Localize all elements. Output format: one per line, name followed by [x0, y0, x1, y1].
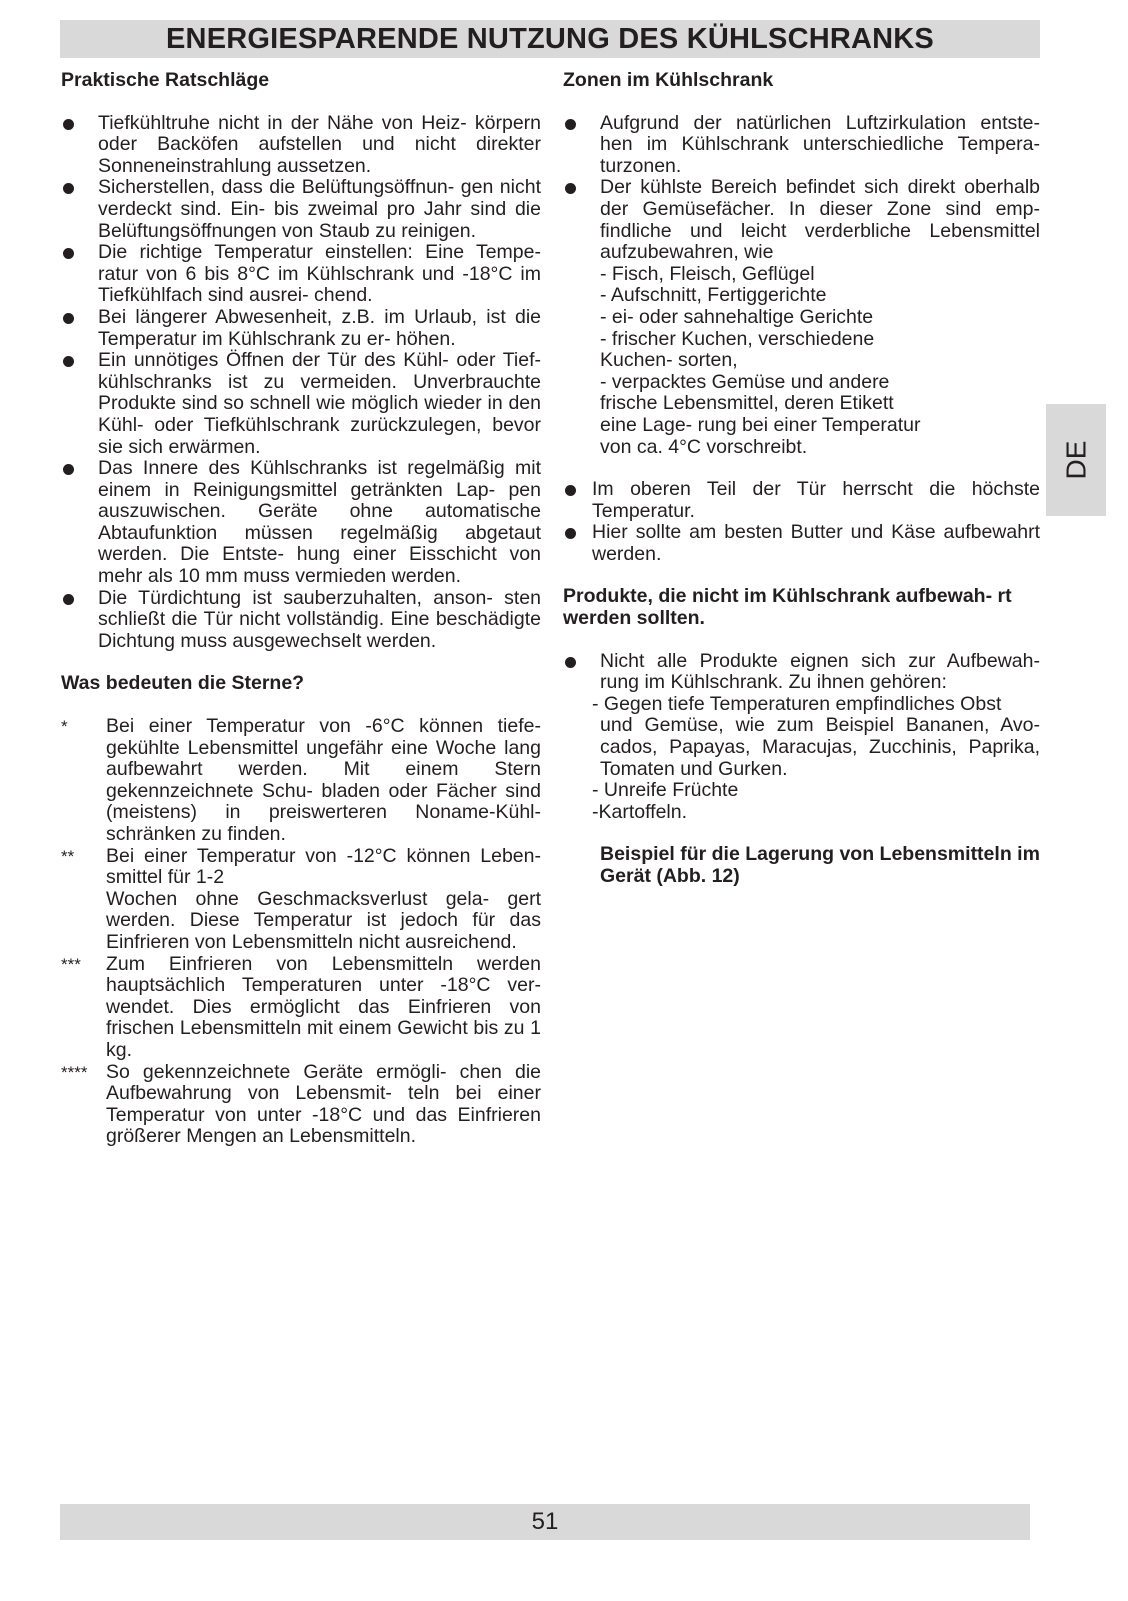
list-item [61, 846, 541, 954]
heading-zones: Zonen im Kühlschrank [563, 69, 774, 91]
language-label: DE [1060, 440, 1091, 480]
door-list [563, 479, 1040, 565]
bullet-icon [565, 657, 576, 668]
tip-text: Sicherstellen, dass die Belüftungsöffnun- gen nicht verdeckt sind. Ein- bis zweimal pro Jahr sind die Belüftungsöffnungen von Staub zu reinigen. [98, 176, 541, 242]
tip-text: Bei längerer Abwesenheit, z.B. im Urlaub, ist die Temperatur im Kühlschrank zu er- höhen. [98, 305, 541, 350]
not-stored-item-cont: und Gemüse, wie zum Beispiel Bananen, Avo- cados, Papayas, Maracujas, Zucchinis, Paprika, Tomaten und Gurken. [600, 714, 1040, 780]
sublist-item: - verpacktes Gemüse und andere [600, 370, 890, 393]
not-stored-text: Nicht alle Produkte eignen sich zur Aufbewah- rung im Kühlschrank. Zu ihnen gehören: [600, 649, 1040, 694]
bullet-icon [565, 183, 576, 194]
not-stored-item: - Gegen tiefe Temperaturen empfindliches Obst [592, 692, 1002, 715]
heading-not-stored: Produkte, die nicht im Kühlschrank aufbewah- rt werden sollten. [563, 585, 1012, 630]
list-item [563, 522, 1040, 565]
list-item [563, 113, 1040, 178]
star-text: Bei einer Temperatur von -6°C können tiefe- gekühlte Lebensmittel ungefähr eine Woche lang aufbewahrt werden. Mit einem Stern gekennzeichnete Schu- bladen oder Fächer sind (meistens) in preiswerteren Noname-Kühl- schränken zu finden. [106, 715, 541, 845]
star-text-cont: Wochen ohne Geschmacksverlust gela- gert werden. Diese Temperatur ist jedoch für das Einfrieren von Lebensmitteln nicht ausreichend. [106, 887, 541, 953]
bullet-icon [63, 464, 74, 475]
bullet-icon [63, 119, 74, 130]
footer-bar [60, 1504, 1030, 1540]
bullet-icon [565, 528, 576, 539]
right-column [563, 70, 1040, 888]
left-column [61, 70, 541, 1148]
star-mark: ** [61, 846, 75, 866]
list-item [61, 588, 541, 653]
page-number: 51 [531, 1508, 559, 1535]
tip-text: Die Türdichtung ist sauberzuhalten, anson- sten schließt die Tür nicht vollständig. Eine beschädigte Dichtung muss ausgewechselt werden. [98, 586, 541, 652]
list-item [61, 1062, 541, 1148]
tip-text: Das Innere des Kühlschranks ist regelmäßig mit einem in Reinigungsmittel getränkten Lap- pen auszuwischen. Geräte ohne automatische Abtaufunktion müssen regelmäßig abgetaut werden. Die Entste- hung einer Eisschicht von mehr als 10 mm muss vermieden werden. [98, 457, 541, 588]
bullet-icon [63, 183, 74, 194]
sublist-item: - frischer Kuchen, verschiedene [600, 327, 875, 350]
star-text: Bei einer Temperatur von -12°C können Leben- smittel für 1-2 [106, 844, 541, 889]
star-mark: *** [61, 954, 81, 974]
tip-text: Ein unnötiges Öffnen der Tür des Kühl- oder Tief- kühlschranks ist zu vermeiden. Unverbrauchte Produkte sind so schnell wie möglich wieder in den Kühl- oder Tiefkühlschrank zurückzulegen, bevor sie sich erwärmen. [98, 349, 541, 458]
zone-text: Der kühlste Bereich befindet sich direkt oberhalb der Gemüsefächer. In dieser Zone sind emp- findliche und leicht verderbliche Lebensmittel aufzubewahren, wie [600, 176, 1040, 264]
bullet-icon [63, 248, 74, 259]
example-caption: Beispiel für die Lagerung von Lebensmitteln im Gerät (Abb. 12) [600, 843, 1040, 887]
food-sublist [600, 264, 1040, 458]
door-text: Im oberen Teil der Tür herrscht die höchste Temperatur. [592, 478, 1040, 522]
list-item [563, 651, 1040, 694]
not-stored-item: - Unreife Früchte [592, 779, 739, 802]
zones-list [563, 113, 1040, 459]
sublist-item: frische Lebensmittel, deren Etikett [600, 392, 894, 415]
door-text: Hier sollte am besten Butter und Käse aufbewahrt werden. [592, 521, 1040, 565]
bullet-icon [565, 485, 576, 496]
sublist-item: - ei- oder sahnehaltige Gerichte [600, 305, 874, 328]
list-item [61, 350, 541, 458]
tip-text: Die richtige Temperatur einstellen: Eine Tempe- ratur von 6 bis 8°C im Kühlschrank und -18°C im Tiefkühlfach sind ausrei- chend. [98, 241, 541, 307]
sublist-item: Kuchen- sorten, [600, 349, 738, 372]
tips-list [61, 113, 541, 653]
bullet-icon [63, 356, 74, 367]
sublist-item: - Aufschnitt, Fertiggerichte [600, 284, 827, 307]
list-item [61, 307, 541, 350]
bullet-icon [565, 119, 576, 130]
list-item [563, 177, 1040, 458]
sublist-item: von ca. 4°C vorschreibt. [600, 435, 808, 458]
heading-stars: Was bedeuten die Sterne? [61, 672, 305, 695]
list-item [61, 954, 541, 1062]
sublist-item: - Fisch, Fleisch, Geflügel [600, 262, 815, 285]
star-text: So gekennzeichnete Geräte ermögli- chen die Aufbewahrung von Lebensmit- teln bei einer Temperatur von unter -18°C und das Einfrieren größerer Mengen an Lebensmitteln. [106, 1060, 541, 1148]
heading-practical-tips: Praktische Ratschläge [61, 69, 270, 91]
bullet-icon [63, 313, 74, 324]
star-mark: * [61, 717, 68, 737]
title-bar [60, 20, 1040, 58]
language-tab [1046, 404, 1106, 516]
zone-text: Aufgrund der natürlichen Luftzirkulation entste- hen im Kühlschrank unterschiedliche Tempera- turzonen. [600, 111, 1040, 177]
bullet-icon [63, 594, 74, 605]
star-mark: **** [61, 1062, 88, 1082]
list-item [61, 177, 541, 242]
list-item [61, 113, 541, 178]
page-title: ENERGIESPARENDE NUTZUNG DES KÜHLSCHRANKS [166, 22, 934, 55]
not-stored-list [563, 651, 1040, 694]
list-item [61, 242, 541, 307]
list-item [61, 458, 541, 588]
list-item [563, 479, 1040, 522]
not-stored-item: -Kartoffeln. [592, 800, 688, 823]
sublist-item: eine Lage- rung bei einer Temperatur [600, 413, 921, 436]
star-text: Zum Einfrieren von Lebensmitteln werden hauptsächlich Temperaturen unter -18°C ver- wendet. Dies ermöglicht das Einfrieren von frischen Lebensmitteln mit einem Gewicht bis zu 1 kg. [106, 952, 541, 1061]
tip-text: Tiefkühltruhe nicht in der Nähe von Heiz- körpern oder Backöfen aufstellen und nicht direkter Sonneneinstrahlung aussetzen. [98, 111, 541, 177]
stars-list [61, 716, 541, 1148]
list-item [61, 716, 541, 846]
